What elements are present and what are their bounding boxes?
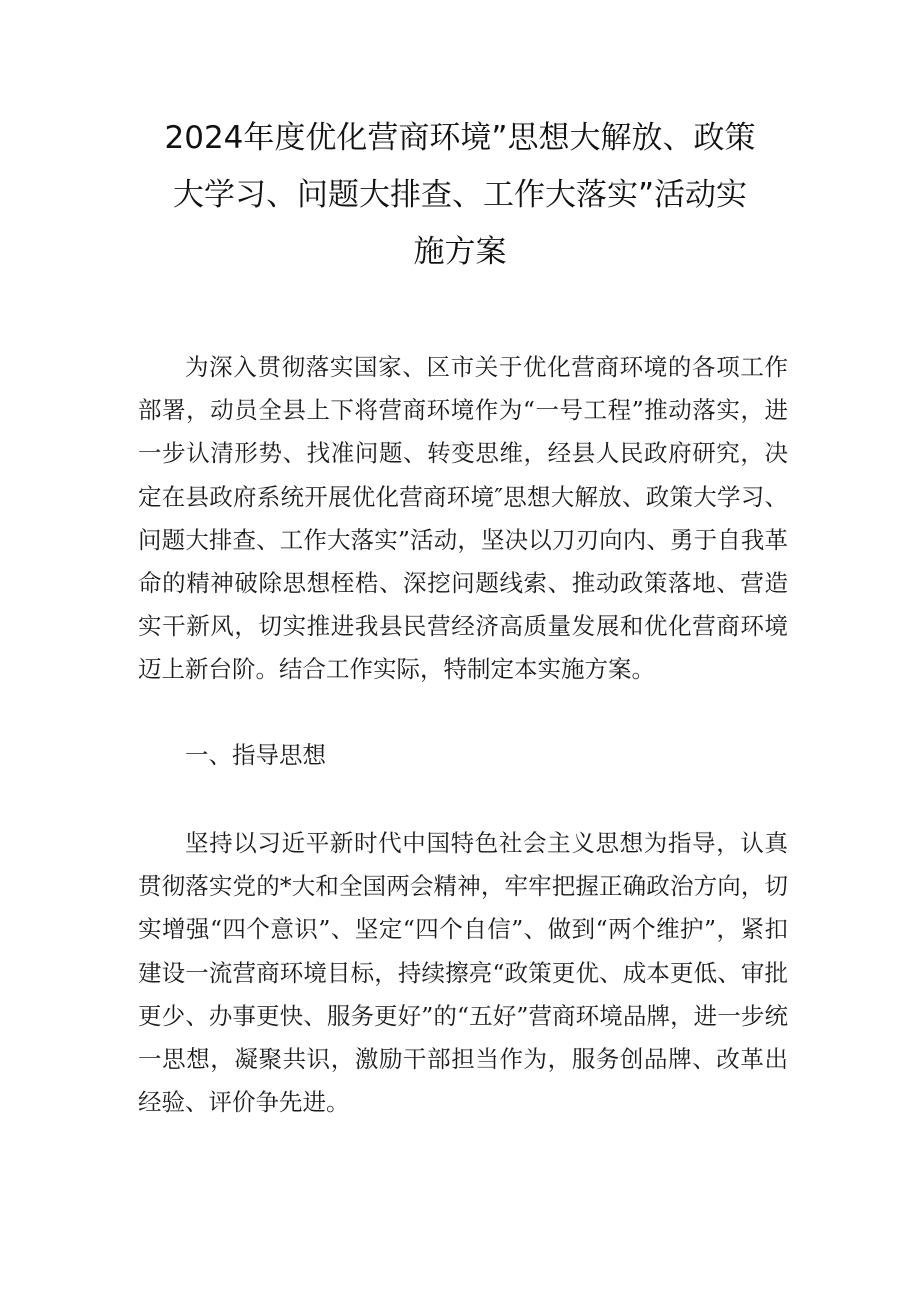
- section-heading-guiding-ideology: 一、指导思想: [185, 741, 326, 769]
- intro-paragraph: 为深入贯彻落实国家、区市关于优化营商环境的各项工作部署，动员全县上下将营商环境作为“一号工程”推动落实，进一步认清形势、找准问题、转变思维，经县人民政府研究，决定在县政府系统开展优化营商环境″思想大解放、政策大学习、问题大排查、工作大落实”活动，坚决以刀刃向内、勇于自我革命的精神破除思想桎梏、深挖问题线索、推动政策落地、营造实干新风，切实推进我县民营经济高质量发展和优化营商环境迈上新台阶。结合工作实际，特制定本实施方案。: [138, 353, 788, 684]
- guiding-ideology-paragraph: 坚持以习近平新时代中国特色社会主义思想为指导，认真贯彻落实党的*大和全国两会精神，牢牢把握正确政治方向，切实增强“四个意识”、坚定“四个自信”、做到“两个维护”，紧扣建设一流营商环境目标，持续擦亮“政策更优、成本更低、审批更少、办事更快、服务更好”的“五好”营商环境品牌，进一步统一思想，凝聚共识，激励干部担当作为，服务创品牌、改革出经验、评价争先进。: [138, 829, 788, 1117]
- document-title: [130, 110, 790, 281]
- title-line-1: 2024年度优化营商环境”思想大解放、政策: [164, 120, 756, 156]
- title-line-2: 大学习、问题大排查、工作大落实”活动实: [172, 177, 748, 213]
- title-line-3: 施方案: [413, 234, 507, 270]
